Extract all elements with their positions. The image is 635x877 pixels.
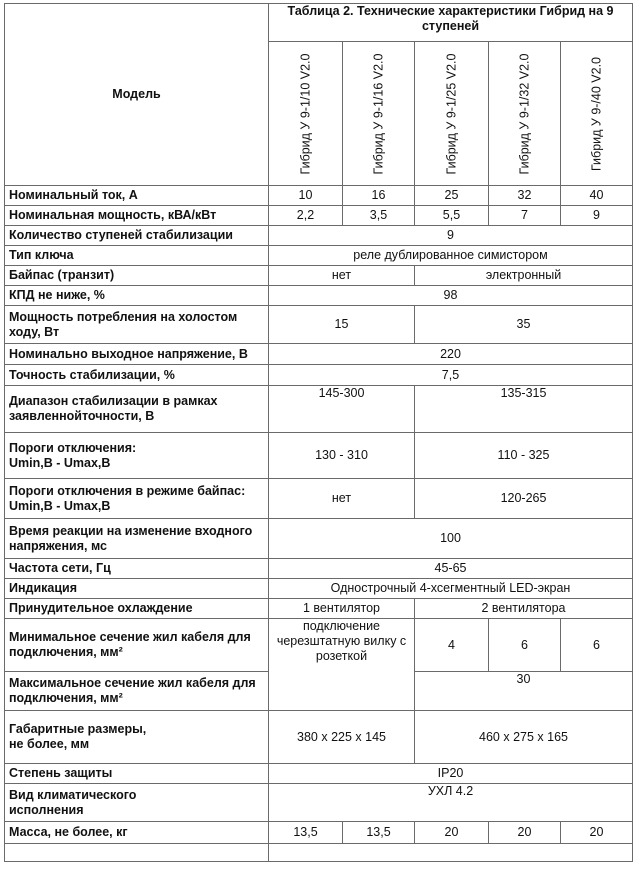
cell-value: 40 [561, 186, 633, 206]
row-label: Точность стабилизации, % [5, 365, 269, 386]
cell-value: 4 [415, 619, 489, 672]
table-row [5, 519, 633, 559]
cell-value: 2,2 [269, 206, 343, 226]
table-row [5, 365, 633, 386]
cell-value: 20 [561, 822, 633, 844]
cell-value: 6 [489, 619, 561, 672]
cell-value: 15 [269, 306, 415, 344]
table-row [5, 386, 633, 433]
table-row [5, 433, 633, 479]
row-label: Максимальное сечение жил кабеля для подключения, мм² [5, 672, 269, 711]
cell-value: реле дублированное симистором [269, 246, 633, 266]
row-label: Минимальное сечение жил кабеля для подключения, мм² [5, 619, 269, 672]
cell-value: Однострочный 4-хсегментный LED-экран [269, 579, 633, 599]
cell-value: 13,5 [343, 822, 415, 844]
table-row [5, 306, 633, 344]
table-row [5, 246, 633, 266]
table-row [5, 711, 633, 764]
model-column-header [489, 42, 561, 186]
row-label: Индикация [5, 579, 269, 599]
cell-value: 7,5 [269, 365, 633, 386]
cell-value: нет [269, 266, 415, 286]
cell-value: 100 [269, 519, 633, 559]
row-label-line: Габаритные размеры, [9, 722, 147, 736]
table-row [5, 206, 633, 226]
table-row [5, 266, 633, 286]
table-title: Таблица 2. Технические характеристики Гибрид на 9 ступеней [269, 4, 633, 42]
cell-value: 20 [489, 822, 561, 844]
model-name: Гибрид У 9-1/16 V2.0 [371, 53, 385, 174]
empty-cell [5, 844, 269, 862]
row-label: Масса, не более, кг [5, 822, 269, 844]
cell-value: 16 [343, 186, 415, 206]
row-label: Номинально выходное напряжение, В [5, 344, 269, 365]
cell-value: 3,5 [343, 206, 415, 226]
model-column-header [415, 42, 489, 186]
table-row [5, 579, 633, 599]
spec-table [4, 3, 633, 862]
table-row [5, 344, 633, 365]
cell-value: 9 [269, 226, 633, 246]
cell-value: 5,5 [415, 206, 489, 226]
row-label-line: Пороги отключения: [9, 440, 137, 455]
cell-value: 1 вентилятор [269, 599, 415, 619]
row-label-line: Пороги отключения в режиме байпас: [9, 483, 246, 498]
row-label-line: исполнения [9, 802, 84, 817]
row-label: Байпас (транзит) [5, 266, 269, 286]
cell-value: 32 [489, 186, 561, 206]
cell-value: 9 [561, 206, 633, 226]
table-row [5, 559, 633, 579]
row-label: Номинальный ток, А [5, 186, 269, 206]
cell-value: 25 [415, 186, 489, 206]
cell-value: нет [269, 479, 415, 519]
table-row [5, 226, 633, 246]
cell-value: 98 [269, 286, 633, 306]
row-label-line: не более, мм [9, 737, 90, 751]
model-header: Модель [5, 4, 269, 186]
cell-value: 45-65 [269, 559, 633, 579]
table-row [5, 764, 633, 784]
model-column-header [343, 42, 415, 186]
model-name: Гибрид У 9-1/32 V2.0 [517, 53, 531, 174]
cell-value: 130 - 310 [269, 433, 415, 479]
model-name: Гибрид У 9-1/10 V2.0 [298, 53, 312, 174]
cell-value: 220 [269, 344, 633, 365]
cell-value: 135-315 [415, 386, 633, 433]
cell-value: 110 - 325 [415, 433, 633, 479]
cell-value: 380 x 225 x 145 [269, 711, 415, 764]
cell-value: 30 [415, 672, 633, 711]
row-label: Диапазон стабилизации в рамках заявленнойточности, В [5, 386, 269, 433]
cell-value: УХЛ 4.2 [269, 784, 633, 822]
cell-value: подключение черезштатную вилку с розеткой [269, 619, 415, 711]
row-label [5, 479, 269, 519]
cell-value: 7 [489, 206, 561, 226]
table-row [5, 784, 633, 822]
cell-value: 120-265 [415, 479, 633, 519]
row-label-line: Umin,В - Umax,В [9, 498, 111, 513]
cell-value: 6 [561, 619, 633, 672]
row-label [5, 433, 269, 479]
table-row [5, 822, 633, 844]
cell-value: IP20 [269, 764, 633, 784]
empty-cell [269, 844, 633, 862]
table-row [5, 619, 633, 672]
cell-value: 2 вентилятора [415, 599, 633, 619]
cell-value: 10 [269, 186, 343, 206]
row-label: Принудительное охлаждение [5, 599, 269, 619]
row-label: Тип ключа [5, 246, 269, 266]
row-label: Количество ступеней стабилизации [5, 226, 269, 246]
cell-value: 145-300 [269, 386, 415, 433]
row-label: Частота сети, Гц [5, 559, 269, 579]
table-row [5, 286, 633, 306]
table-row-empty [5, 844, 633, 862]
table-row [5, 599, 633, 619]
cell-value: электронный [415, 266, 633, 286]
cell-value: 460 x 275 x 165 [415, 711, 633, 764]
model-name: Гибрид У 9-/40 V2.0 [589, 56, 603, 171]
table-row [5, 479, 633, 519]
model-column-header [561, 42, 633, 186]
cell-value: 20 [415, 822, 489, 844]
cell-value: 35 [415, 306, 633, 344]
model-column-header [269, 42, 343, 186]
row-label [5, 711, 269, 764]
row-label: Номинальная мощность, кВА/кВт [5, 206, 269, 226]
row-label [5, 784, 269, 822]
model-name: Гибрид У 9-1/25 V2.0 [444, 53, 458, 174]
row-label-line: Вид климатического [9, 787, 137, 802]
row-label: Степень защиты [5, 764, 269, 784]
row-label: Мощность потребления на холостом ходу, Вт [5, 306, 269, 344]
row-label: Время реакции на изменение входного напряжения, мс [5, 519, 269, 559]
table-row [5, 186, 633, 206]
row-label-line: Umin,В - Umax,В [9, 455, 111, 470]
cell-value: 13,5 [269, 822, 343, 844]
row-label: КПД не ниже, % [5, 286, 269, 306]
